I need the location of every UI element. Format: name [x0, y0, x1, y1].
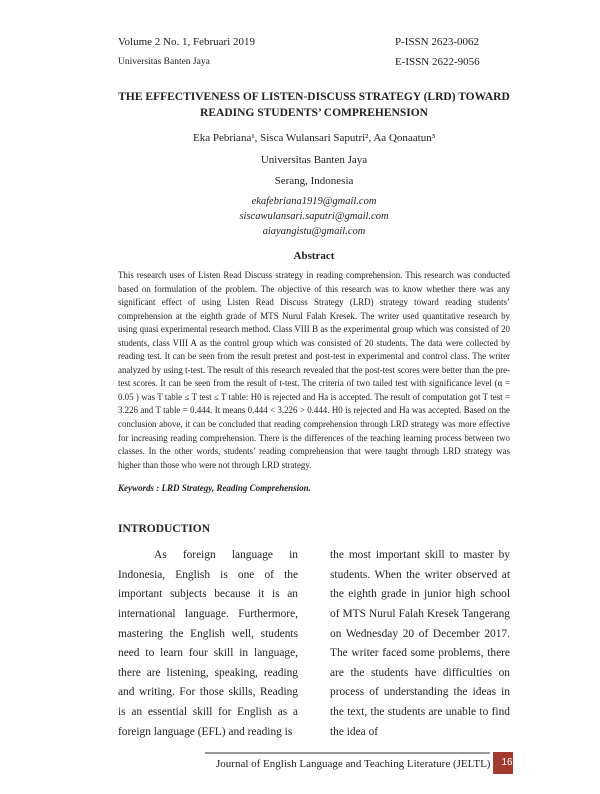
page-footer: [205, 752, 513, 774]
page-number-badge: 16: [493, 752, 512, 774]
eissn: E-ISSN 2622-9056: [395, 56, 480, 68]
section-heading-introduction: INTRODUCTION: [118, 523, 211, 536]
keywords: Keywords : LRD Strategy, Reading Comprehension.: [118, 483, 311, 494]
author-email: ekafebriana1919@gmail.com: [251, 196, 377, 207]
text-column-right: [330, 546, 510, 742]
author-email: siscawulansari.saputri@gmail.com: [239, 211, 389, 222]
footer-journal-name: Journal of English Language and Teaching Literature (JELTL): [216, 758, 491, 771]
author-email: aiayangistu@gmail.com: [262, 226, 366, 237]
affiliation: Universitas Banten Jaya: [260, 154, 368, 166]
footer-divider: [205, 752, 490, 771]
header-university: Universitas Banten Jaya: [118, 57, 210, 67]
paper-title: THE EFFECTIVENESS OF LISTEN-DISCUSS STRATEGY (LRD) TOWARD READING STUDENTS’ COMPREHENSION: [118, 91, 510, 119]
text-column-left: [118, 546, 298, 742]
paragraph: the most important skill to master by students. When the writer observed at the eighth grade in junior high school of MTS Nurul Falah Kresek Tangerang on Wednesday 20 of December 2017. The writer faced some problems, there are the students have difficulties on process of understanding the ideas in the text, the students are unable to find the idea of: [330, 549, 510, 738]
authors: Eka Pebriana¹, Sisca Wulansari Saputri², Aa Qonaatun³: [192, 132, 436, 144]
pissn: P-ISSN 2623-0062: [395, 36, 480, 48]
header-row: [118, 55, 510, 69]
paragraph: As foreign language in Indonesia, English is one of the important subjects because it is an international language. Furthermore, mastering the English well, students need to learn four skill in language, there are listening, speaking, reading and writing. For those skills, Reading is an essential skill for English as a foreign language (EFL) and reading is: [118, 549, 298, 738]
volume-info: Volume 2 No. 1, Februari 2019: [118, 36, 255, 48]
header-row: [118, 35, 510, 49]
location: Serang, Indonesia: [274, 175, 354, 187]
two-column-body: [118, 546, 510, 742]
abstract-heading: Abstract: [293, 250, 335, 262]
abstract-body: This research uses of Listen Read Discuss strategy in reading comprehension. This research was conducted based on formulation of the problem. The objective of this research was to know whether there was any significant effect of using Listen Read Discuss Strategy (LRD) strategy toward reading students’ comprehension at the eighth grade of MTS Nurul Falah Kresek. The writer used quantitative research by using quasi experimental research method. Class VIII B as the experimental group which was consisted of 20 students, class VIII A as the control group which was consisted of 20 students. The data were collected by reading test. It can be seen from the result pretest and post-test in experimental and control class. The writer analyzed by using t-test. The result of this research revealed that the post-test scores were better than the pre-test scores. It can be seen from the result of t-test. The criteria of two tailed test with significance level (α = 0.05 ) was T table ≤ T test ≤ T table: H0 is rejected and Ha is accepted. The result of computation got T test = 3.226 and T table = 0.444. It means 0.444 < 3.226 > 0.444. H0 is rejected and Ha was accepted. Based on the conclusion above, it can be concluded that reading comprehension through LRD strategy was more effective for increasing reading comprehension. There is the differences of the teaching learning process between two classes. In the other words, students’ reading comprehension that were taught through LRD strategy was higher than those who were not through LRD strategy.: [118, 270, 510, 470]
